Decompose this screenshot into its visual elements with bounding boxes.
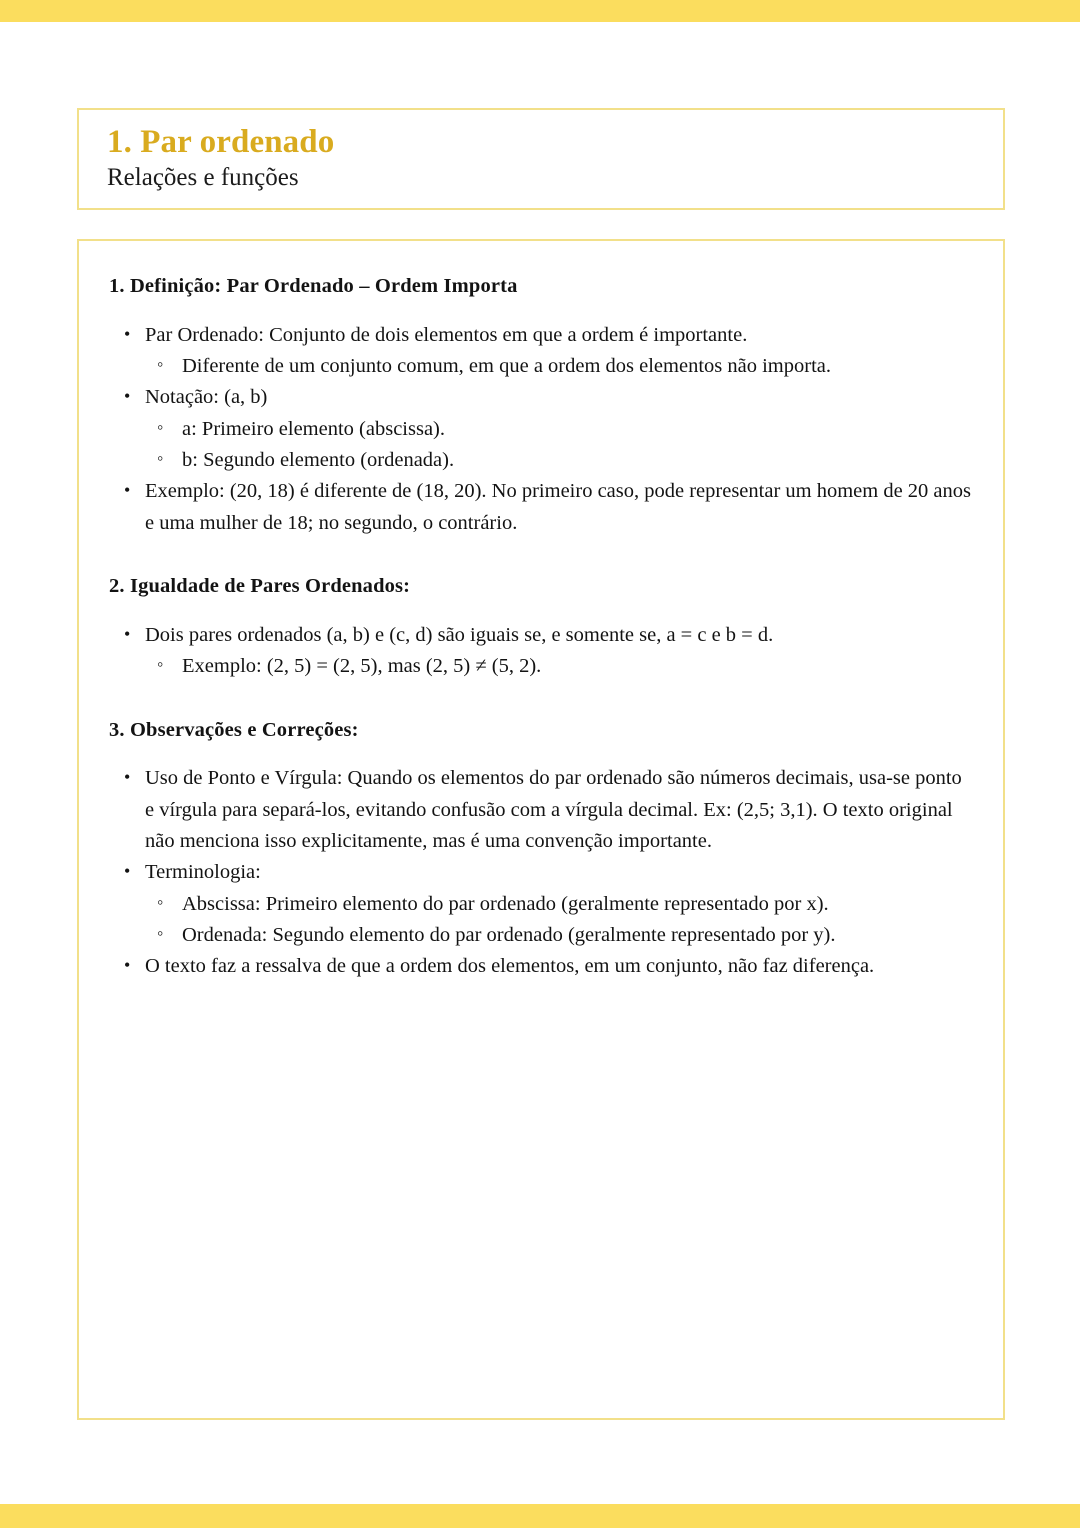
list-item-text: • Dois pares ordenados (a, b) e (c, d) são iguais se, e somente se, a = c e b = d. [145,620,973,651]
top-accent-band [0,0,1080,22]
title-card [77,108,1005,210]
list-item [109,476,973,539]
bullet-list [109,320,973,540]
section-heading: 2. Igualdade de Pares Ordenados: [109,575,411,598]
bullet-list [109,620,973,683]
page-subtitle: Relações e funções [107,163,299,191]
content-section [109,717,973,983]
sub-list-item-text: ◦ Exemplo: (2, 5) = (2, 5), mas (2, 5) ≠ (5, 2). [182,651,973,682]
content-section [109,573,973,682]
sub-bullet-list [145,651,973,682]
list-item-text: • Uso de Ponto e Vírgula: Quando os elementos do par ordenado são números decimais, usa-se ponto e vírgula para separá-los, evitando confusão com a vírgula decimal. Ex: (2,5; 3,1). O texto original não menciona isso explicitamente, mas é uma convenção importante. [145,763,973,857]
sub-list-item-text: ◦ a: Primeiro elemento (abscissa). [182,414,973,445]
list-item [109,951,973,982]
bottom-accent-band [0,1504,1080,1528]
sub-bullet-list [145,414,973,477]
sub-list-item [145,445,973,476]
sub-list-item [145,651,973,682]
list-item-text: • Notação: (a, b) [145,382,973,413]
list-item [109,320,973,383]
list-item [109,763,973,857]
bullet-list [109,763,973,983]
section-heading: 3. Observações e Correções: [109,718,359,741]
page-title: 1. Par ordenado [107,124,335,160]
sub-bullet-list [145,351,973,382]
list-item-text: • Par Ordenado: Conjunto de dois elementos em que a ordem é importante. [145,320,973,351]
content-section [109,273,973,539]
sections-container [109,273,973,983]
sub-list-item [145,351,973,382]
list-item [109,382,973,476]
content-card [77,239,1005,1420]
sub-list-item-text: ◦ Ordenada: Segundo elemento do par ordenado (geralmente representado por y). [182,920,973,951]
list-item [109,620,973,683]
list-item-text: • O texto faz a ressalva de que a ordem dos elementos, em um conjunto, não faz diferença. [145,951,973,982]
sub-list-item [145,920,973,951]
sub-list-item-text: ◦ Diferente de um conjunto comum, em que a ordem dos elementos não importa. [182,351,973,382]
section-heading: 1. Definição: Par Ordenado – Ordem Importa [109,275,518,297]
list-item [109,857,973,951]
sub-list-item-text: ◦ Abscissa: Primeiro elemento do par ordenado (geralmente representado por x). [182,889,973,920]
list-item-text: • Exemplo: (20, 18) é diferente de (18, 20). No primeiro caso, pode representar um homem de 20 anos e uma mulher de 18; no segundo, o contrário. [145,476,973,539]
sub-bullet-list [145,889,973,952]
sub-list-item-text: ◦ b: Segundo elemento (ordenada). [182,445,973,476]
sub-list-item [145,414,973,445]
sub-list-item [145,889,973,920]
list-item-text: • Terminologia: [145,857,973,888]
